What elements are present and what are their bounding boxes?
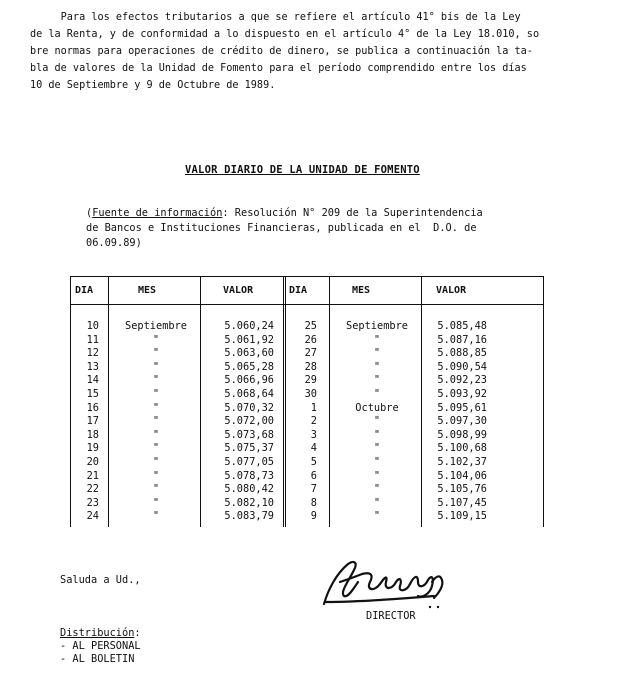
table-cell-mes: " <box>152 456 160 468</box>
table-cell-mes: " <box>152 442 160 455</box>
table-cell-mes: " <box>152 415 160 428</box>
distribution-item: - AL BOLETIN <box>60 653 135 665</box>
column-divider <box>421 277 422 527</box>
table-cell-mes: " <box>152 360 160 373</box>
table-cell-dia: 11 <box>86 333 99 346</box>
signature-icon <box>318 552 458 616</box>
table-cell-mes: " <box>152 347 160 360</box>
table-cell-mes: " <box>373 510 381 523</box>
table-cell-dia: 25 <box>304 320 317 332</box>
table-cell-mes: " <box>152 333 160 346</box>
distribution-label: Distribución <box>60 627 135 639</box>
header-valor: VALOR <box>436 285 467 296</box>
table-cell-dia: 9 <box>310 510 317 523</box>
table-cell-mes: " <box>373 469 381 482</box>
table-cell-valor: 5.073,68 <box>224 428 274 441</box>
table-cell-valor: 5.090,54 <box>437 360 487 373</box>
table-cell-valor: 5.077,05 <box>224 456 274 468</box>
table-cell-dia: 21 <box>86 469 99 482</box>
table-cell-valor: 5.075,37 <box>224 442 274 455</box>
table-cell-valor: 5.066,96 <box>224 374 274 387</box>
table-cell-dia: 10 <box>86 320 99 332</box>
table-cell-mes: " <box>373 496 381 509</box>
intro-line: 10 de Septiembre y 9 de Octubre de 1989. <box>30 80 276 91</box>
table-cell-mes: " <box>152 401 160 414</box>
table-cell-mes: " <box>373 347 381 360</box>
column-divider <box>329 277 330 527</box>
center-double-divider <box>283 277 286 527</box>
salutation: Saluda a Ud., <box>60 574 141 586</box>
table-cell-mes: " <box>152 496 160 509</box>
table-cell-valor: 5.078,73 <box>224 469 274 482</box>
distribution-colon: : <box>134 627 141 639</box>
table-cell-dia: 6 <box>310 469 317 482</box>
table-cell-mes: " <box>373 428 381 441</box>
intro-paragraph <box>30 9 600 94</box>
table-cell-dia: 5 <box>310 456 317 468</box>
table-cell-dia: 20 <box>86 456 99 468</box>
table-cell-mes: " <box>152 388 160 400</box>
header-divider <box>71 304 543 305</box>
table-cell-valor: 5.097,30 <box>437 415 487 428</box>
table-cell-valor: 5.093,92 <box>437 388 487 400</box>
table-cell-mes: " <box>373 360 381 373</box>
table-cell-mes: " <box>373 456 381 468</box>
table-cell-dia: 16 <box>86 401 99 414</box>
table-cell-mes: " <box>373 442 381 455</box>
table-cell-valor: 5.068,64 <box>224 388 274 400</box>
table-cell-valor: 5.061,92 <box>224 333 274 346</box>
intro-line: de la Renta, y de conformidad a lo dispuesto en el artículo 4° de la Ley 18.010, so <box>30 29 540 40</box>
table-cell-dia: 7 <box>310 483 317 496</box>
table-cell-dia: 12 <box>86 347 99 360</box>
table-cell-valor: 5.095,61 <box>437 401 487 414</box>
table-cell-valor: 5.083,79 <box>224 510 274 523</box>
source-line-2: de Bancos e Instituciones Financieras, publicada en el D.O. de <box>86 222 477 234</box>
uf-values-table <box>70 276 544 527</box>
table-cell-mes: " <box>152 483 160 496</box>
table-cell-valor: 5.102,37 <box>437 456 487 468</box>
table-cell-valor: 5.092,23 <box>437 374 487 387</box>
table-cell-dia: 22 <box>86 483 99 496</box>
table-cell-dia: 1 <box>310 401 317 414</box>
table-cell-mes: " <box>373 374 381 387</box>
table-cell-valor: 5.060,24 <box>224 320 274 332</box>
source-text: : Resolución N° 209 de la Superintendencia <box>222 207 483 219</box>
director-label: DIRECTOR <box>366 610 416 622</box>
table-cell-dia: 17 <box>86 415 99 428</box>
column-divider <box>200 277 201 527</box>
table-cell-dia: 19 <box>86 442 99 455</box>
table-cell-mes: " <box>373 415 381 428</box>
table-cell-mes: " <box>373 388 381 400</box>
table-cell-dia: 8 <box>310 496 317 509</box>
table-cell-valor: 5.098,99 <box>437 428 487 441</box>
table-cell-valor: 5.109,15 <box>437 510 487 523</box>
source-note <box>86 206 536 251</box>
table-cell-dia: 26 <box>304 333 317 346</box>
table-cell-valor: 5.063,60 <box>224 347 274 360</box>
table-cell-valor: 5.065,28 <box>224 360 274 373</box>
table-cell-dia: 2 <box>310 415 317 428</box>
table-cell-valor: 5.100,68 <box>437 442 487 455</box>
table-cell-valor: 5.088,85 <box>437 347 487 360</box>
distribution-block <box>60 627 141 666</box>
table-title: VALOR DIARIO DE LA UNIDAD DE FOMENTO <box>185 164 420 176</box>
table-cell-valor: 5.105,76 <box>437 483 487 496</box>
source-label: Fuente de información <box>92 207 223 219</box>
table-cell-mes: " <box>152 469 160 482</box>
header-valor: VALOR <box>223 285 254 296</box>
table-cell-valor: 5.104,06 <box>437 469 487 482</box>
table-cell-dia: 23 <box>86 496 99 509</box>
distribution-item: - AL PERSONAL <box>60 640 141 652</box>
header-mes: MES <box>352 285 371 296</box>
header-dia: DIA <box>289 285 308 296</box>
table-cell-valor: 5.085,48 <box>437 320 487 332</box>
table-cell-dia: 14 <box>86 374 99 387</box>
table-cell-dia: 27 <box>304 347 317 360</box>
distribution-heading <box>60 627 141 640</box>
table-cell-mes: " <box>152 428 160 441</box>
header-mes: MES <box>138 285 157 296</box>
table-cell-dia: 28 <box>304 360 317 373</box>
table-cell-mes: " <box>373 483 381 496</box>
table-cell-dia: 24 <box>86 510 99 523</box>
table-cell-mes: " <box>152 374 160 387</box>
table-cell-mes: Septiembre <box>346 320 408 332</box>
table-cell-valor: 5.087,16 <box>437 333 487 346</box>
table-cell-valor: 5.082,10 <box>224 496 274 509</box>
table-cell-valor: 5.107,45 <box>437 496 487 509</box>
table-cell-mes: " <box>152 510 160 523</box>
intro-line: bla de valores de la Unidad de Fomento para el período comprendido entre los días <box>30 63 527 74</box>
header-dia: DIA <box>75 285 94 296</box>
table-cell-dia: 18 <box>86 428 99 441</box>
table-cell-mes: " <box>373 333 381 346</box>
table-cell-dia: 15 <box>86 388 99 400</box>
table-cell-dia: 29 <box>304 374 317 387</box>
table-cell-dia: 3 <box>310 428 317 441</box>
table-cell-dia: 4 <box>310 442 317 455</box>
intro-line: Para los efectos tributarios a que se refiere el artículo 41° bis de la Ley <box>30 12 521 23</box>
table-cell-valor: 5.070,32 <box>224 401 274 414</box>
table-cell-valor: 5.072,00 <box>224 415 274 428</box>
table-cell-dia: 30 <box>304 388 317 400</box>
source-line-1 <box>86 206 536 221</box>
intro-line: bre normas para operaciones de crédito de dinero, se publica a continuación la ta- <box>30 46 533 57</box>
source-open-paren: ( <box>86 207 93 219</box>
table-cell-valor: 5.080,42 <box>224 483 274 496</box>
table-cell-mes: Octubre <box>355 401 399 414</box>
column-divider <box>108 277 109 527</box>
source-line-3: 06.09.89) <box>86 237 142 249</box>
table-cell-dia: 13 <box>86 360 99 373</box>
table-cell-mes: Septiembre <box>125 320 187 332</box>
